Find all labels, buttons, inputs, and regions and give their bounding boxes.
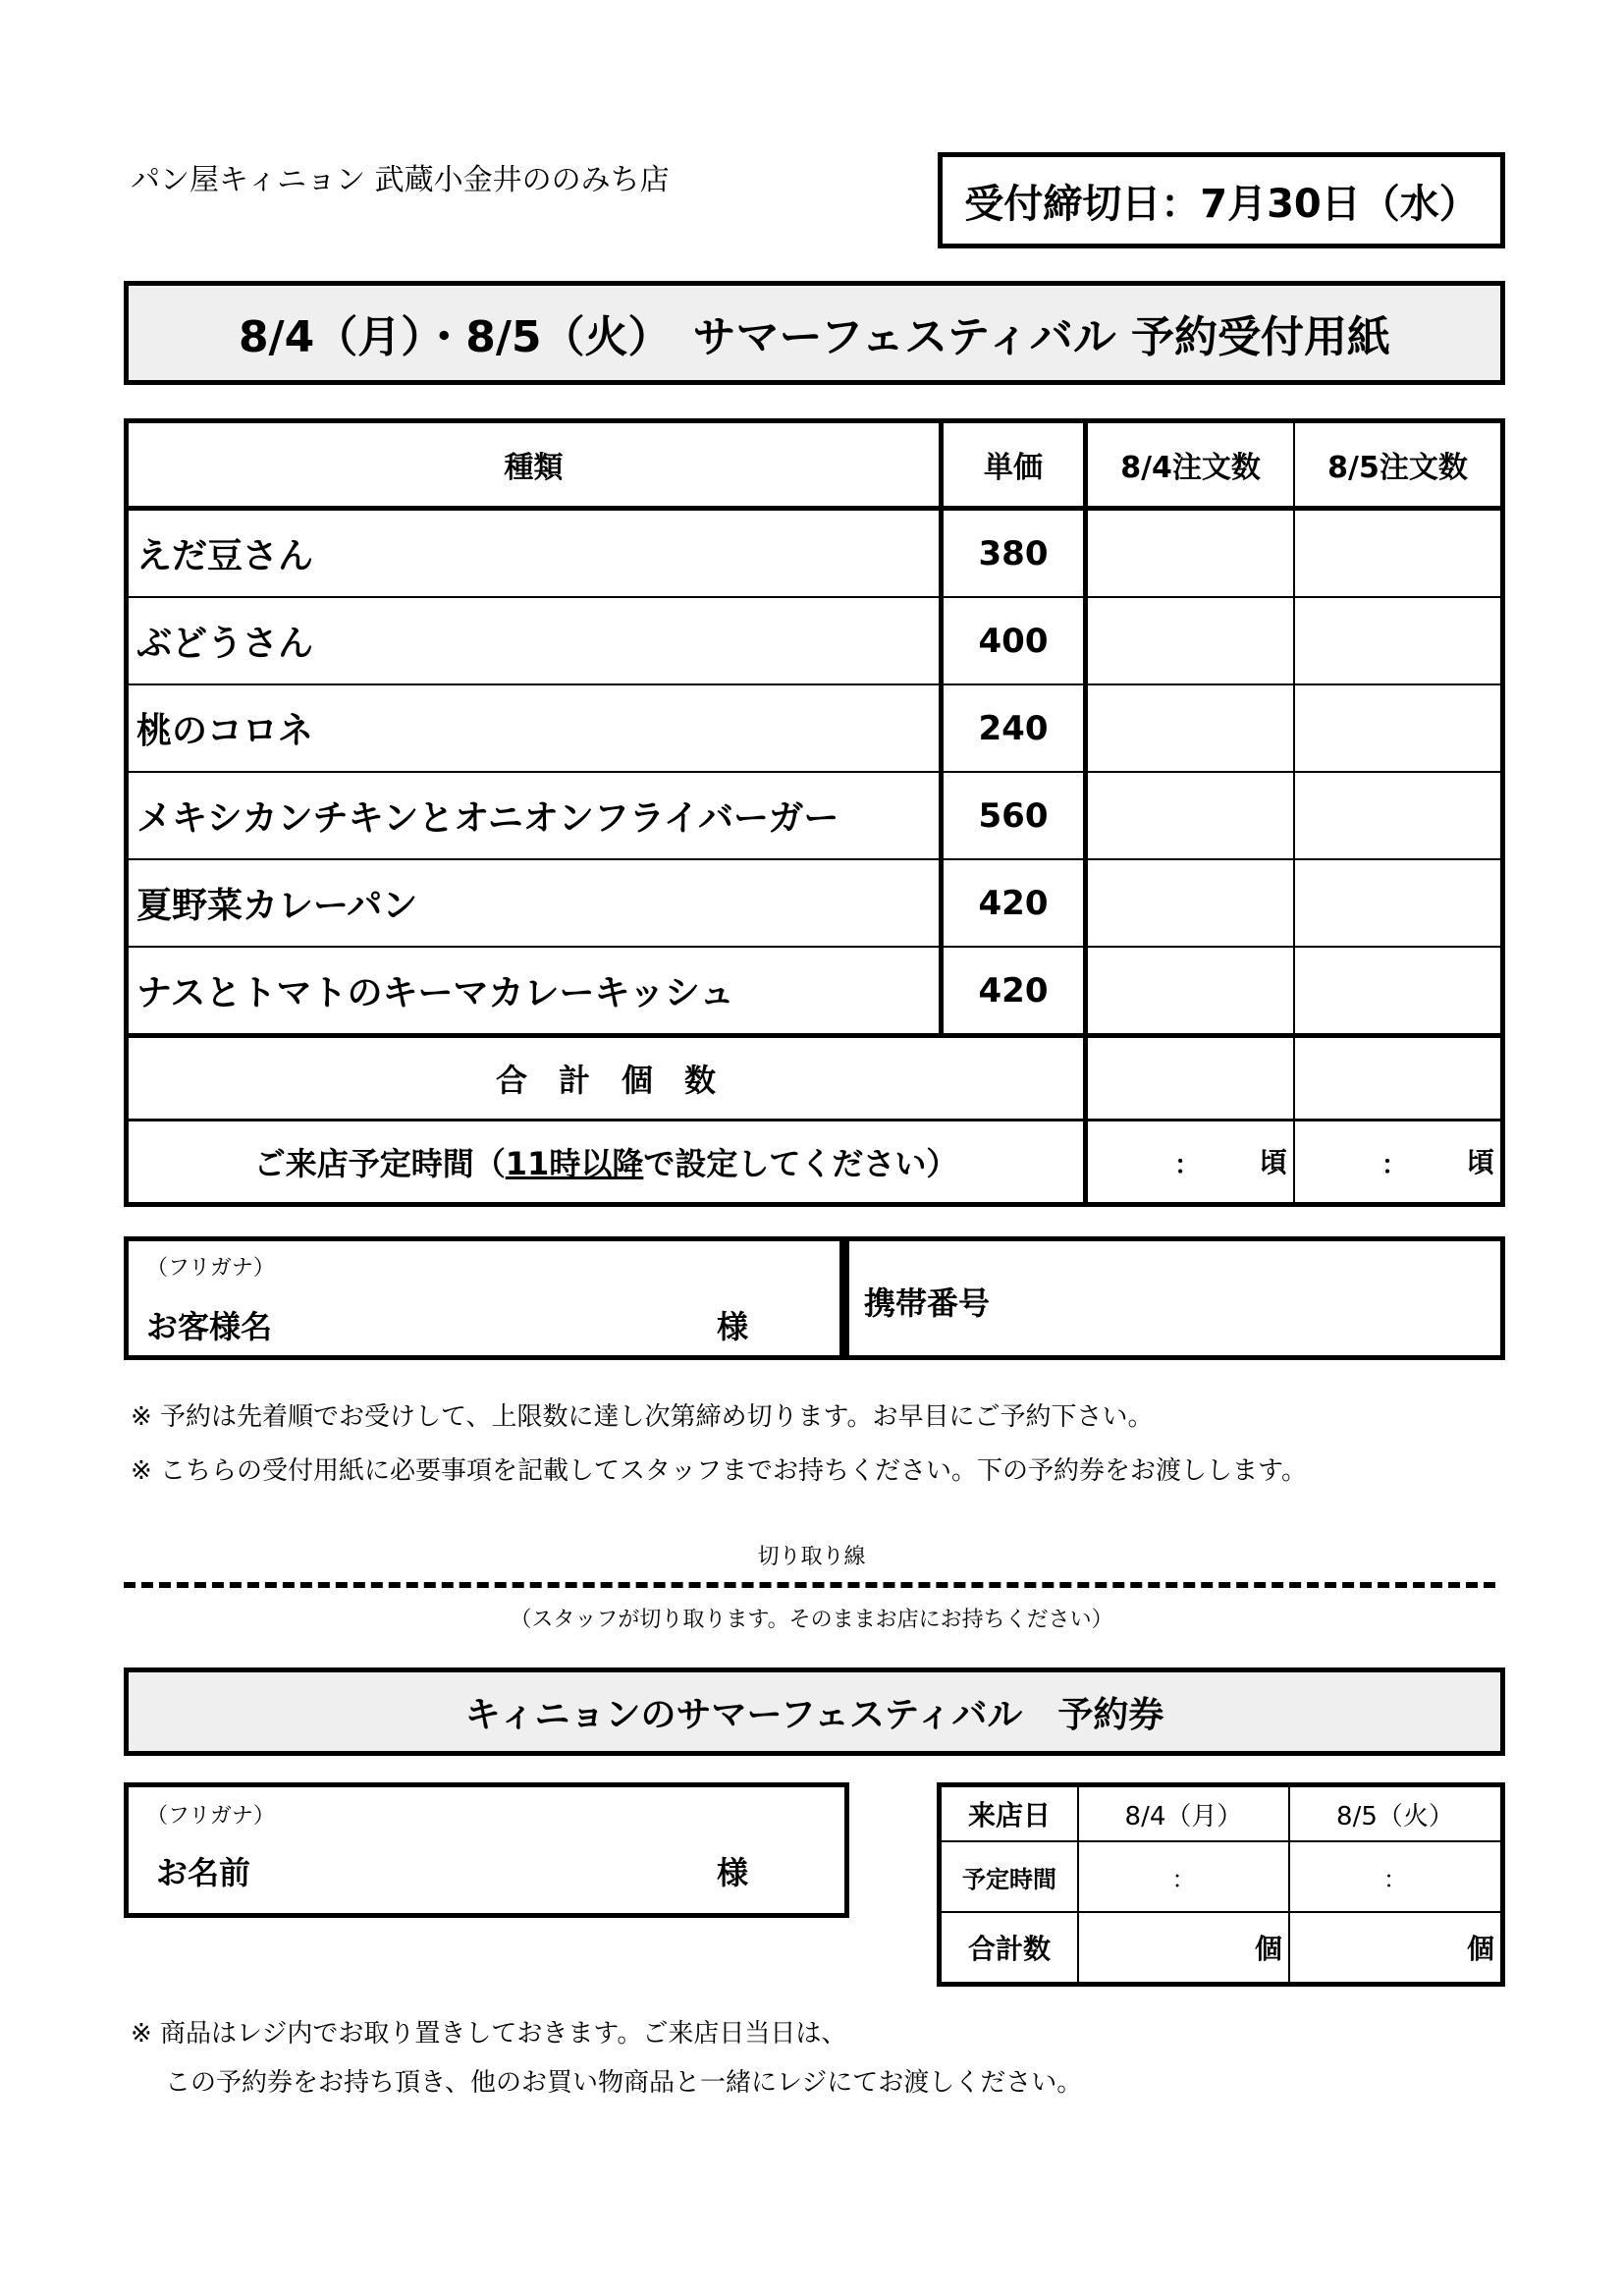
- time-goro: 頃: [1466, 1146, 1494, 1178]
- ko-label: 個: [1466, 1933, 1494, 1965]
- item-price: 560: [941, 772, 1085, 859]
- ticket-table: [937, 1782, 1505, 1987]
- visit-time-label: [127, 1121, 1086, 1205]
- item-name: ナスとトマトのキーマカレーキッシュ: [127, 947, 942, 1036]
- qty-day1-input[interactable]: [1086, 772, 1294, 859]
- qty-day2-input[interactable]: [1294, 772, 1502, 859]
- time-goro: 頃: [1260, 1146, 1288, 1178]
- item-name: 夏野菜カレーパン: [127, 859, 942, 947]
- header-qty-day1: 8/4注文数: [1086, 421, 1294, 509]
- visit-label-underlined: 11時以降: [505, 1145, 644, 1182]
- item-name: 桃のコロネ: [127, 684, 942, 772]
- total-day1-input[interactable]: [1086, 1036, 1294, 1121]
- ticket-name-field[interactable]: [124, 1782, 849, 1918]
- table-row: [127, 509, 1503, 598]
- ticket-day1: 8/4（月）: [1078, 1785, 1289, 1842]
- visit-label-before: ご来店予定時間（: [253, 1145, 506, 1182]
- bottom-note-pickup: ※ 商品はレジ内でお取り置きしておきます。ご来店日当日は、: [131, 2019, 847, 2049]
- scheduled-time-label: 予定時間: [940, 1841, 1079, 1912]
- note-bring-form: ※ こちらの受付用紙に必要事項を記載してスタッフまでお持ちください。下の予約券をお渡しします。: [131, 1456, 1307, 1486]
- ticket-time-day2-input[interactable]: [1289, 1841, 1503, 1912]
- qty-day1-input[interactable]: [1086, 509, 1294, 598]
- shop-name: パン屋キィニョン 武蔵小金井ののみち店: [131, 163, 670, 197]
- qty-day1-input[interactable]: [1086, 597, 1294, 684]
- item-price: 420: [941, 947, 1085, 1036]
- bottom-note-bring-ticket: この予約券をお持ち頂き、他のお買い物商品と一緒にレジにてお渡しください。: [165, 2068, 1083, 2098]
- ticket-row-total: [940, 1912, 1503, 1985]
- customer-name-field[interactable]: [124, 1236, 849, 1360]
- ticket-row-time: [940, 1841, 1503, 1912]
- visit-time-day2-input[interactable]: [1294, 1121, 1502, 1205]
- visit-day-label: 来店日: [940, 1785, 1079, 1842]
- time-colon: ：: [1382, 1865, 1407, 1893]
- item-price: 240: [941, 684, 1085, 772]
- note-reservation-order: ※ 予約は先着順でお受けして、上限数に達し次第締め切ります。お早目にご予約下さい。: [131, 1402, 1154, 1432]
- cut-line-label: 切り取り線: [757, 1545, 866, 1569]
- item-price: 380: [941, 509, 1085, 598]
- ticket-total-day1-input[interactable]: [1078, 1912, 1289, 1985]
- ticket-total-label: 合計数: [940, 1912, 1079, 1985]
- ticket-name-label: お名前: [156, 1854, 251, 1891]
- qty-day1-input[interactable]: [1086, 859, 1294, 947]
- total-row: [127, 1036, 1503, 1121]
- qty-day2-input[interactable]: [1294, 947, 1502, 1036]
- item-name: メキシカンチキンとオニオンフライバーガー: [127, 772, 942, 859]
- visit-time-row: [127, 1121, 1503, 1205]
- item-price: 420: [941, 859, 1085, 947]
- cut-line: [124, 1582, 1495, 1588]
- time-colon: ：: [1174, 1151, 1201, 1180]
- total-label: 合 計 個 数: [127, 1036, 1086, 1121]
- total-day2-input[interactable]: [1294, 1036, 1502, 1121]
- header-item-type: 種類: [127, 421, 942, 509]
- sama-label: 様: [716, 1308, 748, 1345]
- furigana-label: （フリガナ）: [146, 1804, 275, 1829]
- ticket-day2: 8/5（火）: [1289, 1785, 1503, 1842]
- table-row: [127, 597, 1503, 684]
- phone-number-field[interactable]: [839, 1236, 1505, 1360]
- sama-label: 様: [716, 1854, 748, 1891]
- phone-label: 携帯番号: [864, 1285, 991, 1322]
- table-row: [127, 772, 1503, 859]
- qty-day1-input[interactable]: [1086, 684, 1294, 772]
- order-table-header: [127, 421, 1503, 509]
- ticket-title: キィニョンのサマーフェスティバル 予約券: [124, 1667, 1505, 1756]
- qty-day2-input[interactable]: [1294, 597, 1502, 684]
- ko-label: 個: [1254, 1933, 1282, 1965]
- table-row: [127, 947, 1503, 1036]
- form-title: 8/4（月）・8/5（火） サマーフェスティバル 予約受付用紙: [124, 281, 1505, 385]
- visit-label-after: で設定してください）: [643, 1145, 958, 1182]
- cut-line-note: （スタッフが切り取ります。そのままお店にお持ちください）: [510, 1608, 1113, 1632]
- deadline-box: 受付締切日：7月30日（水）: [938, 152, 1505, 248]
- ticket-total-day2-input[interactable]: [1289, 1912, 1503, 1985]
- visit-time-day1-input[interactable]: [1086, 1121, 1294, 1205]
- item-name: ぶどうさん: [127, 597, 942, 684]
- ticket-time-day1-input[interactable]: [1078, 1841, 1289, 1912]
- time-colon: ：: [1171, 1865, 1196, 1893]
- time-colon: ：: [1381, 1151, 1408, 1180]
- qty-day1-input[interactable]: [1086, 947, 1294, 1036]
- ticket-row-day: [940, 1785, 1503, 1842]
- customer-name-label: お客様名: [146, 1308, 273, 1345]
- item-price: 400: [941, 597, 1085, 684]
- item-name: えだ豆さん: [127, 509, 942, 598]
- qty-day2-input[interactable]: [1294, 859, 1502, 947]
- table-row: [127, 859, 1503, 947]
- furigana-label: （フリガナ）: [146, 1256, 275, 1281]
- header-unit-price: 単価: [941, 421, 1085, 509]
- header-qty-day2: 8/5注文数: [1294, 421, 1502, 509]
- table-row: [127, 684, 1503, 772]
- qty-day2-input[interactable]: [1294, 684, 1502, 772]
- order-table: [124, 418, 1505, 1207]
- qty-day2-input[interactable]: [1294, 509, 1502, 598]
